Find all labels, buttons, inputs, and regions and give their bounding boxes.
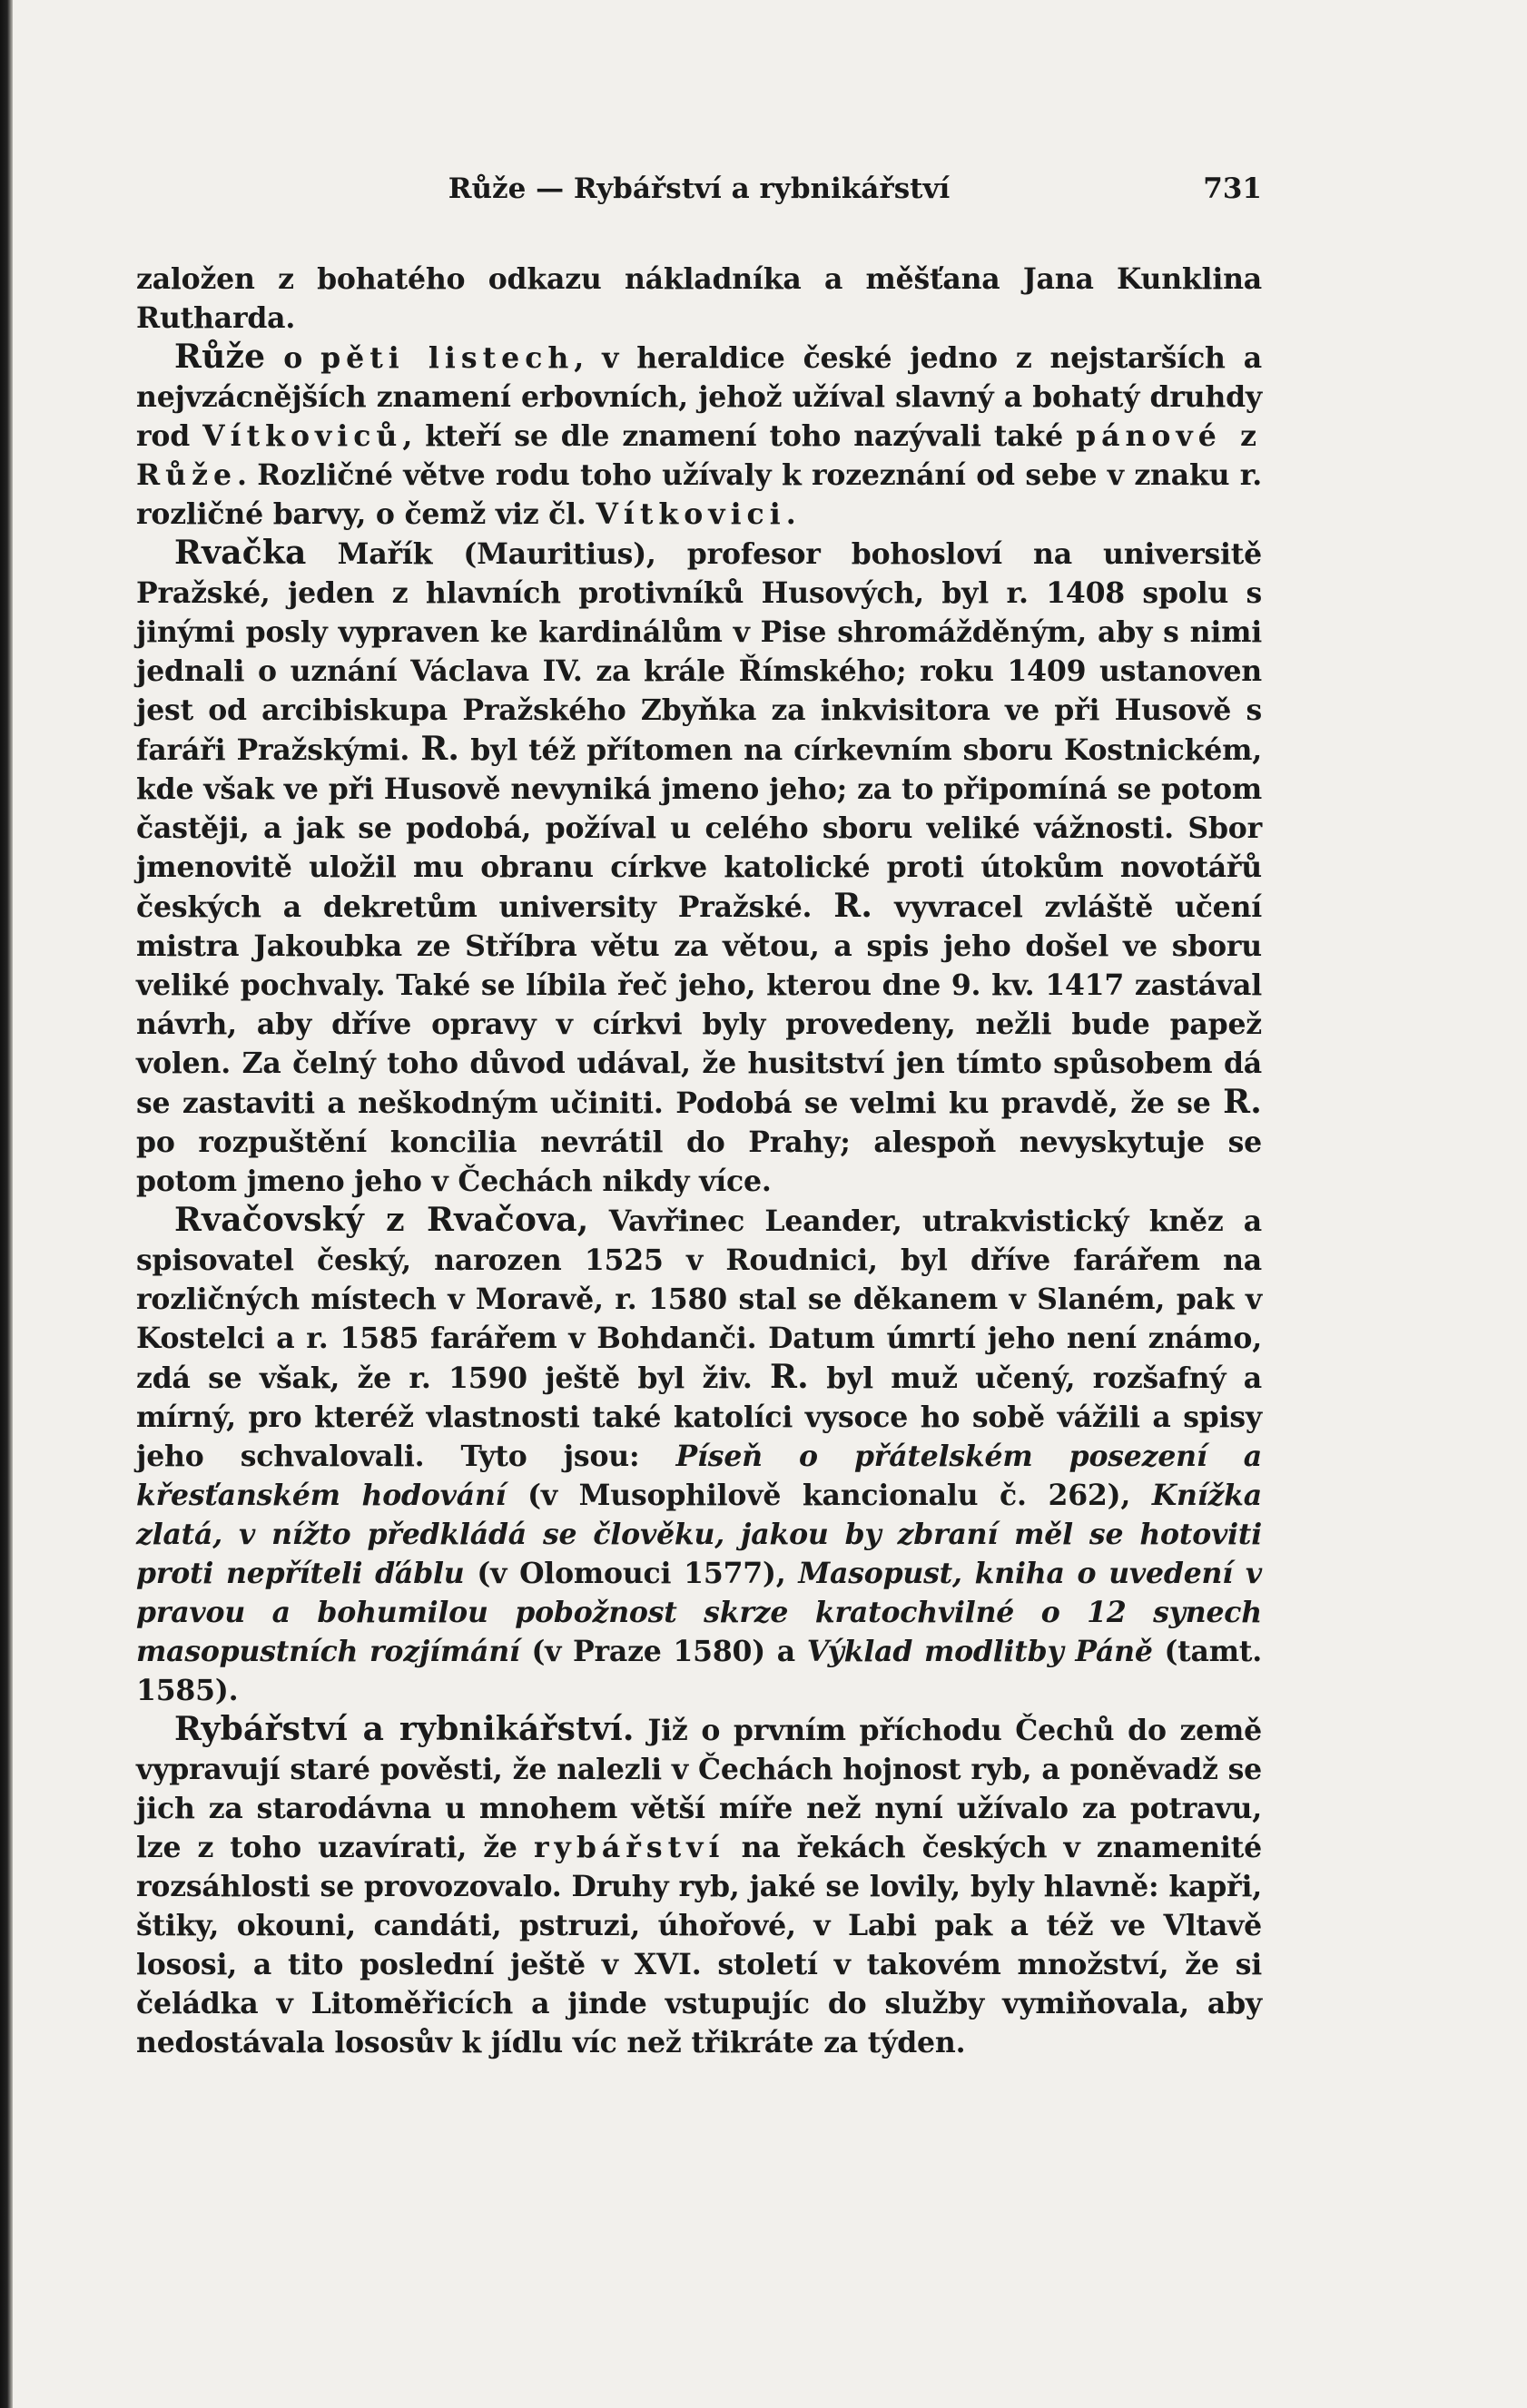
running-title: Růže — Rybářství a rybnikářství (448, 172, 951, 205)
spaced-text: Vítkovici (596, 497, 786, 531)
page-header (136, 172, 1262, 223)
headword: Růže (174, 338, 266, 376)
text-run: byl muž učený, rozšafný a mírný, pro kteréž vlastnosti také katolíci vysoce ho sobě vážili a spisy jeho schvalovali. Tyto jsou: (136, 1361, 1262, 1473)
text-run: vyvracel zvláště učení mistra Jakoubka ze Stříbra větu za větou, a spis jeho došel ve sboru veliké pochvaly. Také se líbila řeč jeho, kterou dne 9. kv. 1417 zastával návrh, aby dříve opravy v církvi byly provedeny, nežli bude papež volen. Za čelný toho důvod udával, že husitství jen tímto spůsobem dá se zastaviti a neškodným učiniti. Podobá se velmi ku pravdě, že se (136, 890, 1262, 1120)
headword: Rvačka (174, 534, 307, 572)
paragraph-continuation (136, 260, 1262, 338)
text-run: (v Praze 1580) a (519, 1635, 807, 1668)
spaced-text: rybářství (533, 1831, 725, 1864)
italic-title: Výklad modlitby Páně (806, 1635, 1153, 1668)
scan-edge (0, 0, 13, 2408)
abbrev-headword: R. (1223, 1083, 1262, 1121)
text-run: Vavřinec Leander, utrakvistický kněz a spisovatel český, narozen 1525 v Roudnici, byl dříve farářem na rozličných místech v Moravě, r. 1580 stal se děkanem v Slaném, pak v Kostelci a r. 1585 farářem v Bohdanči. Datum úmrtí jeho není známo, zdá se však, že r. 1590 ještě byl živ. (136, 1204, 1262, 1395)
text-run: po rozpuštění koncilia nevrátil do Prahy; alespoň nevyskytuje se potom jmeno jeho v Čechách nikdy více. (136, 1125, 1262, 1198)
text-run: založen z bohatého odkazu nákladníka a měšťana Jana Kunklina Rutharda. (136, 262, 1262, 335)
text-run: (v Musophilově kancionalu č. 262), (506, 1479, 1152, 1512)
entry-ruze (136, 338, 1262, 534)
abbrev-headword: R. (833, 887, 873, 925)
italic-title: Knížka zlatá, v nížto předkládá se člověku, jakou by zbraní měl se hotoviti proti nepříteli ďáblu (136, 1479, 1262, 1590)
text-run: Mařík (Mauritius), profesor bohosloví na universitě Pražské, jeden z hlavních protivníků Husových, byl r. 1408 spolu s jinými posly vypraven ke kardinálům v Pise shromážděným, aby s nimi jednali o uznání Václava IV. za krále Římského; roku 1409 ustanoven jest od arcibiskupa Pražského Zbyňka za inkvisitora ve při Husově s faráři Pražskými. (136, 537, 1262, 767)
page-number: 731 (1203, 172, 1262, 205)
text-run: , v heraldice české jedno z nejstarších a nejvzácnějších znamení erbovních, jehož užíval slavný a bohatý druhdy rod (136, 341, 1262, 453)
abbrev-headword: R. (420, 730, 460, 768)
italic-title: Píseň o přátelském posezení a křesťanském hodování (136, 1440, 1262, 1512)
text-run: . (785, 497, 796, 531)
text-run: . Rozličné větve rodu toho užívaly k rozeznání od sebe v znaku r. rozličné barvy, o čemž viz čl. (136, 458, 1262, 531)
abbrev-headword: R. (769, 1358, 809, 1396)
entry-rvacka (136, 534, 1262, 1201)
spaced-text: Vítkoviců (202, 419, 403, 453)
spaced-text: pěti listech (320, 341, 575, 375)
headword: Rybářství a rybnikářství. (174, 1710, 635, 1748)
text-run: byl též přítomen na církevním sboru Kostnickém, kde však ve při Husově nevyniká jmeno jeho; za to připomíná se potom častěji, a jak se podobá, požíval u celého sboru veliké vážnosti. Sbor jmenovitě uložil mu obranu církve katolické proti útokům novotářů českých a dekretům university Pražské. (136, 733, 1262, 924)
entry-rybarstvi (136, 1710, 1262, 2062)
text-run: na řekách českých v znamenité rozsáhlosti se provozovalo. Druhy ryb, jaké se lovily, byly hlavně: kapři, štiky, okouni, candáti, pstruzi, úhořové, v Labi pak a též ve Vltavě lososi, a tito poslední ještě v XVI. století v takovém množství, že si čeládka v Litoměřicích a jinde vstupujíc do služby vymiňovala, aby nedostávala lososův k jídlu víc než třikráte za týden. (136, 1831, 1262, 2059)
spaced-text: pánové z Růže (136, 419, 1262, 492)
text-run: Již o prvním příchodu Čechů do země vypravují staré pověsti, že nalezli v Čechách hojnost ryb, a poněvadž se jich za starodávna u mnohem větší míře než nyní užívalo za potravu, lze z toho uzavírati, že (136, 1714, 1262, 1864)
page (136, 172, 1262, 2062)
headword: Rvačovský z Rvačova, (174, 1201, 589, 1239)
text-run: (tamt. 1585). (136, 1635, 1262, 1707)
body-text (136, 260, 1262, 2062)
text-run: , kteří se dle znamení toho nazývali také (402, 419, 1077, 453)
text-run: o (265, 341, 321, 375)
entry-rvacovsky (136, 1201, 1262, 1710)
italic-title: Masopust, kniha o uvedení v pravou a bohumilou pobožnost skrze kratochvilné o 12 synech masopustních rozjímání (136, 1557, 1262, 1668)
text-run: (v Olomouci 1577), (464, 1557, 799, 1590)
